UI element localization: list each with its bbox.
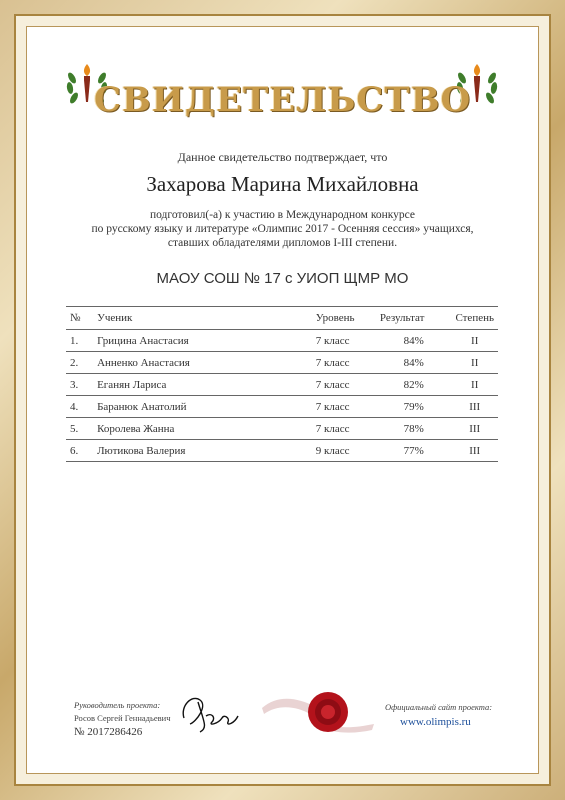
cell-student: Лютикова Валерия <box>93 440 312 462</box>
certificate-subtitle: Данное свидетельство подтверждает, что <box>177 150 388 164</box>
cell-degree: III <box>451 440 498 462</box>
cell-level: 7 класс <box>312 330 376 352</box>
cell-student: Анненко Анастасия <box>93 352 312 374</box>
cell-number: 2. <box>66 352 93 374</box>
cell-degree: II <box>451 330 498 352</box>
cell-number: 5. <box>66 418 93 440</box>
project-leader-label: Руководитель проекта: <box>74 700 161 710</box>
cell-degree: II <box>451 374 498 396</box>
cell-result: 79% <box>376 396 452 418</box>
table-row <box>66 374 498 396</box>
signature-icon <box>178 688 244 736</box>
results-table <box>66 306 498 462</box>
cell-result: 82% <box>376 374 452 396</box>
cell-number: 1. <box>66 330 93 352</box>
official-site-link[interactable]: www.olimpis.ru <box>400 716 471 728</box>
table-row <box>66 396 498 418</box>
wax-seal-icon <box>258 684 378 738</box>
description-line: подготовил(-а) к участию в Международном конкурсе <box>149 209 416 221</box>
school-name: МАОУ СОШ № 17 с УИОП ЩМР МО <box>156 270 409 287</box>
table-row <box>66 352 498 374</box>
table-row <box>66 418 498 440</box>
cell-degree: III <box>451 396 498 418</box>
cell-result: 84% <box>376 352 452 374</box>
cell-level: 9 класс <box>312 440 376 462</box>
cell-level: 7 класс <box>312 374 376 396</box>
certificate-number: № 2017286426 <box>74 726 143 738</box>
header-degree: Степень <box>451 307 498 330</box>
cell-number: 6. <box>66 440 93 462</box>
header-result: Результат <box>376 307 452 330</box>
description-line: ставших обладателями дипломов I-III степени. <box>167 237 398 249</box>
header-number: № <box>66 307 93 330</box>
certificate-title: СВИДЕТЕЛЬСТВО <box>93 80 472 120</box>
cell-degree: II <box>451 352 498 374</box>
cell-result: 77% <box>376 440 452 462</box>
cell-student: Еганян Лариса <box>93 374 312 396</box>
official-site-label: Официальный сайт проекта: <box>385 702 493 712</box>
project-leader-name: Росов Сергей Геннадьевич <box>74 713 171 723</box>
cell-level: 7 класс <box>312 396 376 418</box>
cell-number: 3. <box>66 374 93 396</box>
header-student: Ученик <box>93 307 312 330</box>
cell-number: 4. <box>66 396 93 418</box>
description-line: по русскому языку и литературе «Олимпис 2017 - Осенняя сессия» учащихся, <box>91 223 474 235</box>
certificate-description <box>60 208 505 250</box>
cell-level: 7 класс <box>312 418 376 440</box>
table-row <box>66 440 498 462</box>
cell-result: 84% <box>376 330 452 352</box>
cell-result: 78% <box>376 418 452 440</box>
cell-student: Грицина Анастасия <box>93 330 312 352</box>
table-row <box>66 330 498 352</box>
recipient-name: Захарова Марина Михайловна <box>146 172 419 196</box>
cell-level: 7 класс <box>312 352 376 374</box>
cell-degree: III <box>451 418 498 440</box>
table-header-row <box>66 307 498 330</box>
header-level: Уровень <box>312 307 376 330</box>
cell-student: Баранюк Анатолий <box>93 396 312 418</box>
cell-student: Королева Жанна <box>93 418 312 440</box>
